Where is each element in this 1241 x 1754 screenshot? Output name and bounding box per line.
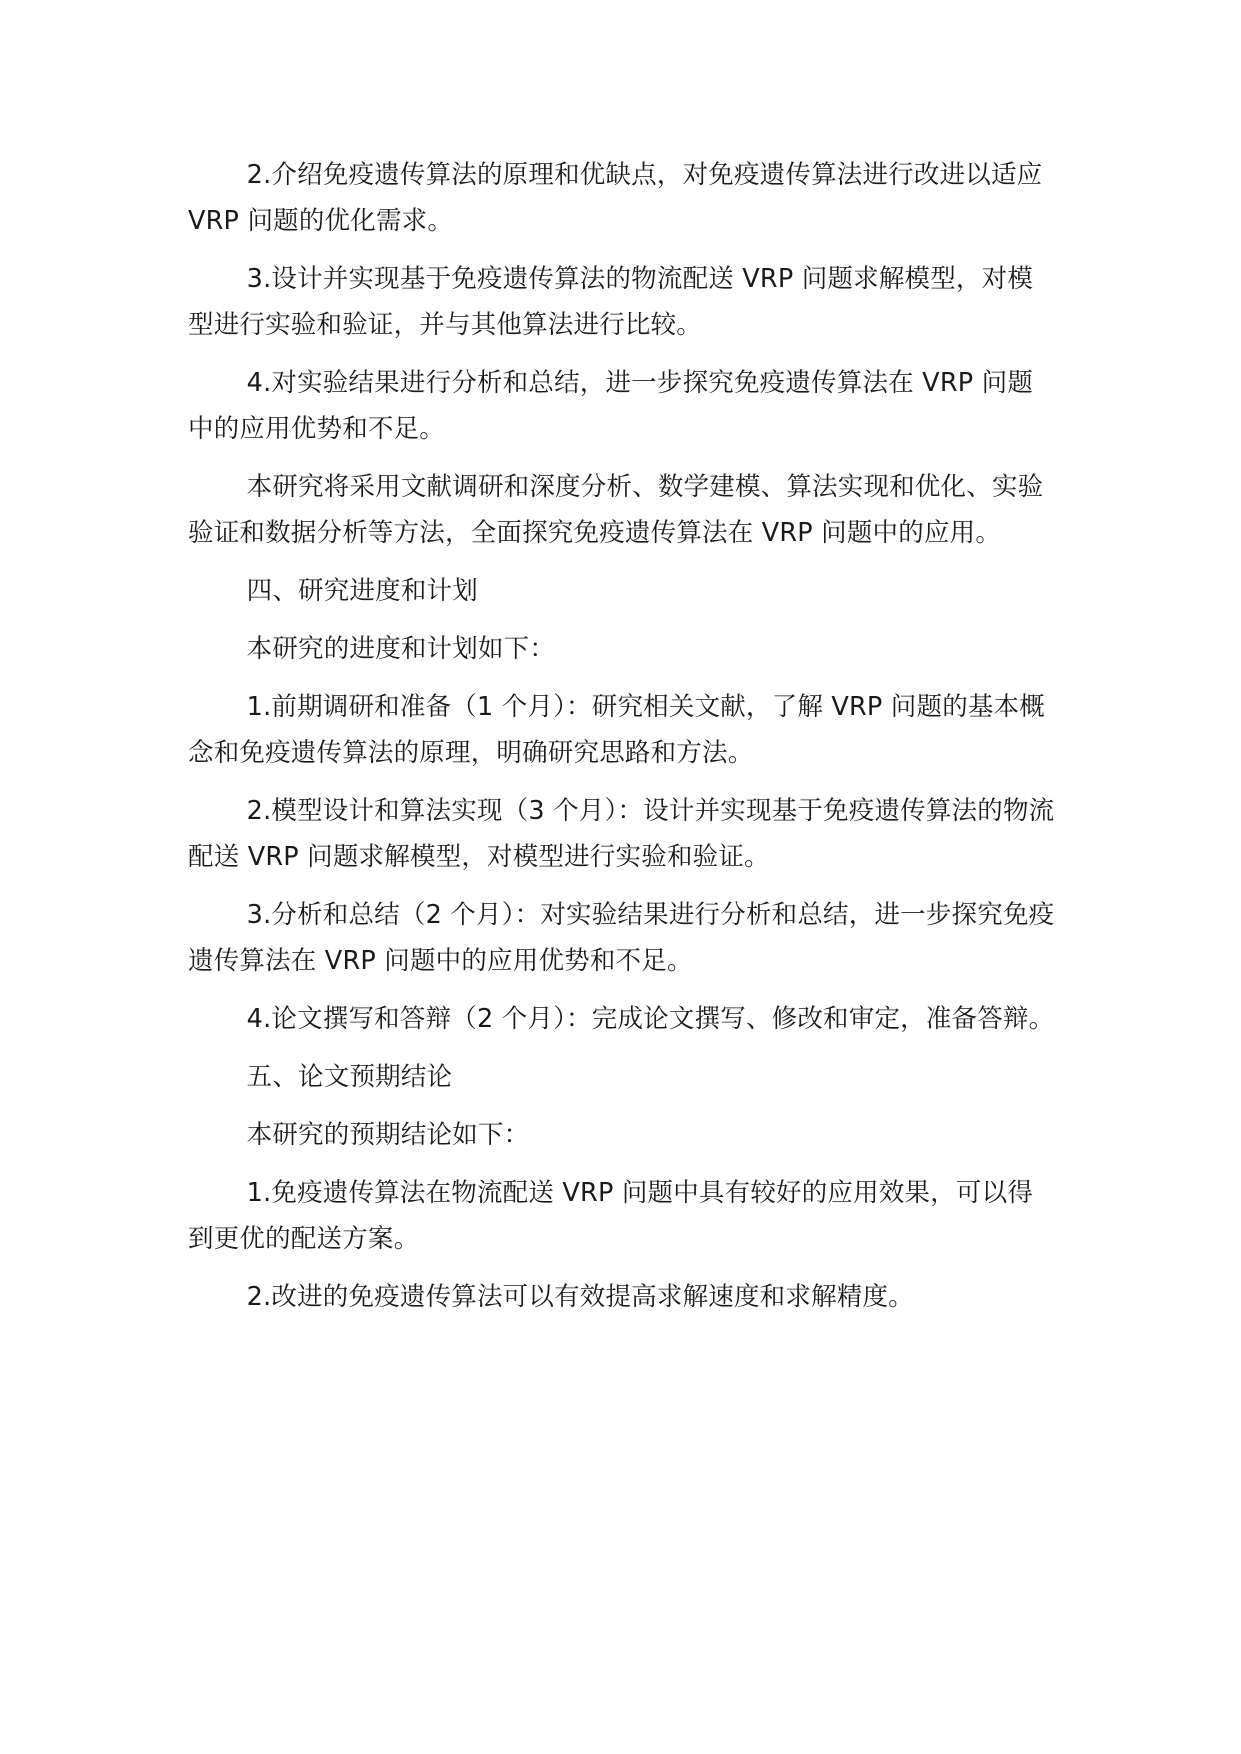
paragraph-analyze-results: 4.对实验结果进行分析和总结，进一步探究免疫遗传算法在 VRP 问题中的应用优势和不足。 (188, 368, 1034, 444)
paragraph-schedule-step-4: 4.论文撰写和答辩（2 个月）：完成论文撰写、修改和审定，准备答辩。 (246, 1004, 1055, 1034)
paragraph-conclusions-intro: 本研究的预期结论如下： (246, 1120, 530, 1150)
document-body (188, 152, 1058, 1332)
section-heading-conclusions: 五、论文预期结论 (246, 1062, 453, 1092)
paragraph-improve-algorithm: 2.介绍免疫遗传算法的原理和优缺点，对免疫遗传算法进行改进以适应 VRP 问题的优化需求。 (188, 160, 1043, 236)
paragraph-schedule-step-1: 1.前期调研和准备（1 个月）：研究相关文献，了解 VRP 问题的基本概念和免疫遗传算法的原理，明确研究思路和方法。 (188, 692, 1046, 768)
paragraph-design-model: 3.设计并实现基于免疫遗传算法的物流配送 VRP 问题求解模型，对模型进行实验和验证，并与其他算法进行比较。 (188, 264, 1034, 340)
paragraph-research-methods: 本研究将采用文献调研和深度分析、数学建模、算法实现和优化、实验验证和数据分析等方法，全面探究免疫遗传算法在 VRP 问题中的应用。 (188, 472, 1044, 548)
section-heading-schedule: 四、研究进度和计划 (246, 576, 478, 606)
paragraph-schedule-step-3: 3.分析和总结（2 个月）：对实验结果进行分析和总结，进一步探究免疫遗传算法在 VRP 问题中的应用优势和不足。 (188, 900, 1055, 976)
paragraph-schedule-step-2: 2.模型设计和算法实现（3 个月）：设计并实现基于免疫遗传算法的物流配送 VRP 问题求解模型，对模型进行实验和验证。 (188, 796, 1055, 872)
paragraph-conclusion-1: 1.免疫遗传算法在物流配送 VRP 问题中具有较好的应用效果，可以得到更优的配送方案。 (188, 1178, 1034, 1254)
paragraph-schedule-intro: 本研究的进度和计划如下： (246, 634, 556, 664)
paragraph-conclusion-2: 2.改进的免疫遗传算法可以有效提高求解速度和求解精度。 (246, 1282, 914, 1312)
